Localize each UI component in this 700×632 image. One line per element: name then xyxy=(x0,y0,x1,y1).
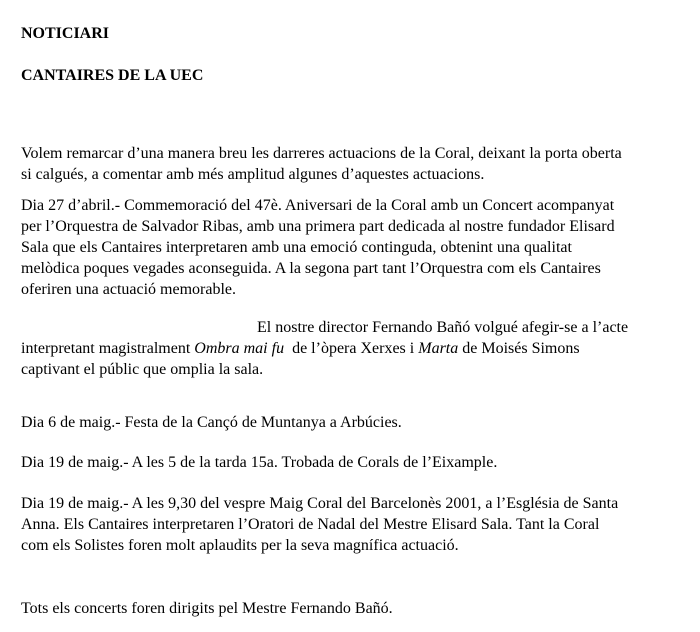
director-note-text: de Moisés Simons xyxy=(458,340,580,357)
event-apr27-line: oferiren una actuació memorable. xyxy=(21,281,236,298)
director-note-line xyxy=(21,338,681,359)
director-note-text: de l’òpera Xerxes i xyxy=(284,340,419,357)
event-may19b-line: Dia 19 de maig.- A les 9,30 del vespre Maig Coral del Barcelonès 2001, a l’Església de Santa xyxy=(21,495,619,512)
work-title: Marta xyxy=(418,340,459,357)
director-note-line: captivant el públic que omplia la sala. xyxy=(21,361,264,378)
event-apr27-line: Dia 27 d’abril.- Commemoració del 47è. Aniversari de la Coral amb un Concert acompanyat xyxy=(21,197,615,214)
event-may19b-line: Anna. Els Cantaires interpretaren l’Oratori de Nadal del Mestre Elisard Sala. Tant la Coral xyxy=(21,516,600,533)
intro-line: Volem remarcar d’una manera breu les darreres actuacions de la Coral, deixant la porta oberta xyxy=(21,145,622,162)
event-apr27-line: per l’Orquestra de Salvador Ribas, amb una primera part dedicada al nostre fundador Elisard xyxy=(21,218,615,235)
director-note-paragraph xyxy=(21,317,681,380)
director-note-text: interpretant magistralment xyxy=(21,340,195,357)
event-may19a-paragraph: Dia 19 de maig.- A les 5 de la tarda 15a. Trobada de Corals de l’Eixample. xyxy=(21,454,498,471)
event-apr27-line: Sala que els Cantaires interpretaren amb una emoció continguda, obtenint una qualitat xyxy=(21,239,572,256)
intro-paragraph xyxy=(21,143,681,185)
page-title: CANTAIRES DE LA UEC xyxy=(21,67,204,84)
event-may6-paragraph: Dia 6 de maig.- Festa de la Cançó de Muntanya a Arbúcies. xyxy=(21,414,402,431)
event-may19b-line: com els Solistes foren molt aplaudits per la seva magnífica actuació. xyxy=(21,537,459,554)
event-may19b-paragraph xyxy=(21,493,681,556)
event-apr27-line: melòdica poques vegades aconseguida. A la segona part tant l’Orquestra com els Cantaires xyxy=(21,260,601,277)
director-note-line: El nostre director Fernando Bañó volgué afegir-se a l’acte xyxy=(257,319,629,336)
event-apr27-paragraph xyxy=(21,195,681,300)
closing-paragraph: Tots els concerts foren dirigits pel Mestre Fernando Bañó. xyxy=(21,600,393,617)
section-heading: NOTICIARI xyxy=(21,25,110,42)
intro-line: si calgués, a comentar amb més amplitud algunes d’aquestes actuacions. xyxy=(21,166,485,183)
work-title: Ombra mai fu xyxy=(194,340,285,357)
